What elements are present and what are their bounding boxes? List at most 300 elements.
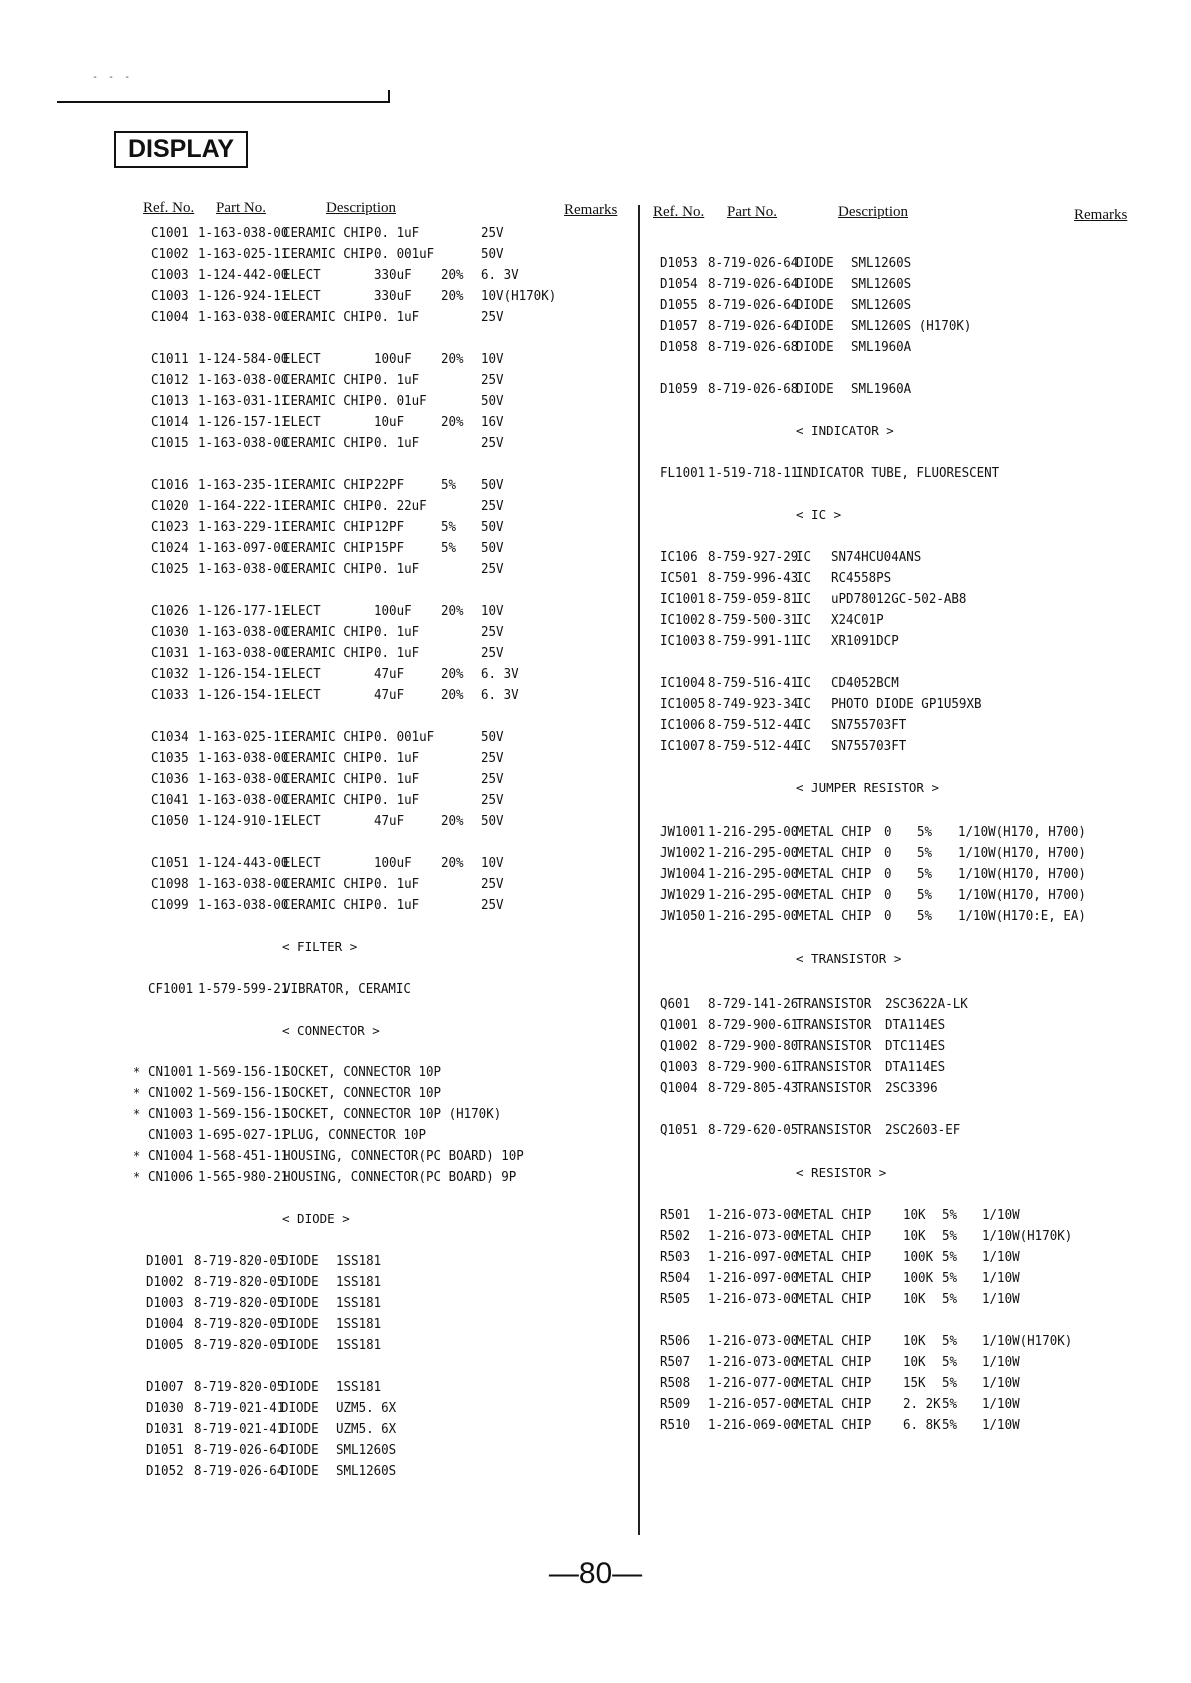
cell-rating: 50V: [481, 245, 504, 262]
cell-ref: D1057: [660, 317, 698, 334]
cell-desc: METAL CHIP: [796, 1416, 872, 1433]
cell-tol: 20%: [441, 665, 464, 682]
cell-value: 0. 001uF: [374, 728, 435, 745]
cell-part: 1-569-156-11: [198, 1084, 289, 1101]
cell-part: 1-164-222-11: [198, 497, 289, 514]
category-indicator: < INDICATOR >: [796, 423, 894, 438]
cell-desc: DIODE: [281, 1420, 319, 1437]
cell-ref: R504: [660, 1269, 691, 1286]
cell-value: SML1960A: [851, 338, 912, 355]
cell-rating: 1/10W(H170, H700): [958, 886, 1086, 903]
cell-value: 10K: [903, 1332, 926, 1349]
cell-value: 0: [884, 886, 892, 903]
cell-desc: CERAMIC CHIP: [283, 224, 374, 241]
cell-ref: D1030: [146, 1399, 184, 1416]
cell-part: 8-719-026-64: [194, 1441, 285, 1458]
cell-part: 8-719-820-05: [194, 1315, 285, 1332]
cell-ref: C1001: [151, 224, 189, 241]
cell-rating: 1/10W: [982, 1374, 1020, 1391]
cell-part: 1-216-295-00: [708, 823, 799, 840]
cell-desc: IC: [796, 737, 812, 754]
header-remarks-right: Remarks: [1074, 207, 1128, 223]
cell-rating: 25V: [481, 875, 504, 892]
cell-value: 1SS181: [336, 1315, 382, 1332]
cell-desc: CERAMIC CHIP: [283, 539, 374, 556]
cell-desc: CERAMIC CHIP: [283, 896, 374, 913]
cell-value: X24C01P: [831, 611, 884, 628]
cell-value: RC4558PS: [831, 569, 892, 586]
cell-desc: DIODE: [796, 254, 834, 271]
safety-star-mark: *: [133, 1086, 141, 1100]
cell-part: 1-695-027-11: [198, 1126, 289, 1143]
cell-desc: DIODE: [281, 1273, 319, 1290]
cell-desc: IC: [796, 632, 812, 649]
cell-value: 0. 01uF: [374, 392, 427, 409]
cell-ref: JW1004: [660, 865, 706, 882]
cell-desc: CERAMIC CHIP: [283, 308, 374, 325]
cell-tol: 5%: [942, 1206, 958, 1223]
cell-value: 0: [884, 844, 892, 861]
cell-value: SML1260S: [851, 254, 912, 271]
cell-ref: C1002: [151, 245, 189, 262]
cell-desc: CERAMIC CHIP: [283, 623, 374, 640]
cell-rating: 50V: [481, 392, 504, 409]
cell-ref: CN1003: [148, 1126, 194, 1143]
cell-value: 6. 8K: [903, 1416, 941, 1433]
cell-value: 0: [884, 823, 892, 840]
cell-tol: 5%: [942, 1374, 958, 1391]
cell-value: 2SC3396: [885, 1079, 938, 1096]
cell-rating: 1/10W: [982, 1416, 1020, 1433]
cell-rating: 50V: [481, 728, 504, 745]
cell-ref: C1024: [151, 539, 189, 556]
cell-part: 8-719-820-05: [194, 1252, 285, 1269]
cell-desc: CERAMIC CHIP: [283, 728, 374, 745]
cell-part: 1-163-038-00: [198, 308, 289, 325]
cell-desc: IC: [796, 548, 812, 565]
cell-desc: PLUG, CONNECTOR 10P: [283, 1126, 426, 1143]
cell-part: 1-126-177-11: [198, 602, 289, 619]
cell-ref: C1050: [151, 812, 189, 829]
cell-desc: METAL CHIP: [796, 1248, 872, 1265]
cell-part: 8-759-991-11: [708, 632, 799, 649]
cell-ref: C1032: [151, 665, 189, 682]
cell-part: 8-719-820-05: [194, 1273, 285, 1290]
cell-ref: R508: [660, 1374, 691, 1391]
cell-desc: CERAMIC CHIP: [283, 476, 374, 493]
cell-part: 1-216-073-00: [708, 1290, 799, 1307]
cell-tol: 20%: [441, 854, 464, 871]
cell-ref: C1034: [151, 728, 189, 745]
cell-part: 1-216-295-00: [708, 844, 799, 861]
cell-desc: CERAMIC CHIP: [283, 875, 374, 892]
cell-desc: TRANSISTOR: [796, 1016, 872, 1033]
cell-value: 0. 1uF: [374, 791, 420, 808]
cell-ref: R505: [660, 1290, 691, 1307]
page-number: —80—: [548, 1557, 643, 1590]
cell-ref: CF1001: [148, 980, 194, 997]
cell-value: DTA114ES: [885, 1058, 946, 1075]
cell-part: 1-163-025-11: [198, 245, 289, 262]
cell-rating: 1/10W(H170K): [982, 1227, 1073, 1244]
cell-tol: 5%: [942, 1332, 958, 1349]
cell-ref: IC106: [660, 548, 698, 565]
cell-tol: 20%: [441, 350, 464, 367]
cell-ref: C1033: [151, 686, 189, 703]
cell-desc: METAL CHIP: [796, 1395, 872, 1412]
cell-part: 8-729-620-05: [708, 1121, 799, 1138]
cell-desc: IC: [796, 611, 812, 628]
cell-value: XR1091DCP: [831, 632, 899, 649]
cell-ref: R502: [660, 1227, 691, 1244]
cell-part: 1-216-097-00: [708, 1269, 799, 1286]
cell-ref: D1058: [660, 338, 698, 355]
cell-ref: R507: [660, 1353, 691, 1370]
category-transistor: < TRANSISTOR >: [796, 951, 902, 966]
cell-value: DTC114ES: [885, 1037, 946, 1054]
cell-rating: 16V: [481, 413, 504, 430]
cell-rating: 6. 3V: [481, 266, 519, 283]
cell-part: 1-163-038-00: [198, 896, 289, 913]
cell-ref: IC1004: [660, 674, 706, 691]
cell-ref: IC501: [660, 569, 698, 586]
cell-ref: C1030: [151, 623, 189, 640]
cell-part: 8-759-512-44: [708, 716, 799, 733]
cell-tol: 5%: [917, 865, 933, 882]
cell-ref: D1059: [660, 380, 698, 397]
category-connector: < CONNECTOR >: [282, 1023, 380, 1038]
cell-value: 1SS181: [336, 1252, 382, 1269]
cell-ref: D1055: [660, 296, 698, 313]
cell-value: 0. 1uF: [374, 644, 420, 661]
cell-tol: 5%: [917, 886, 933, 903]
cell-value: 0: [884, 907, 892, 924]
cell-rating: 25V: [481, 497, 504, 514]
cell-part: 8-719-026-68: [708, 338, 799, 355]
cell-part: 8-719-026-64: [708, 317, 799, 334]
header-part-no: Part No.: [216, 200, 266, 216]
cell-part: 1-163-038-00: [198, 749, 289, 766]
cell-ref: R509: [660, 1395, 691, 1412]
cell-desc: DIODE: [281, 1336, 319, 1353]
cell-part: 1-163-038-00: [198, 560, 289, 577]
cell-desc: METAL CHIP: [796, 1290, 872, 1307]
cell-value: 10K: [903, 1206, 926, 1223]
category-ic: < IC >: [796, 507, 842, 522]
cell-ref: CN1006: [148, 1168, 194, 1185]
cell-part: 1-216-097-00: [708, 1248, 799, 1265]
safety-star-mark: *: [133, 1065, 141, 1079]
cell-ref: IC1001: [660, 590, 706, 607]
cell-part: 1-519-718-11: [708, 464, 799, 481]
cell-desc: DIODE: [281, 1462, 319, 1479]
cell-desc: CERAMIC CHIP: [283, 371, 374, 388]
cell-rating: 1/10W(H170, H700): [958, 844, 1086, 861]
cell-value: UZM5. 6X: [336, 1399, 397, 1416]
cell-ref: C1011: [151, 350, 189, 367]
cell-desc: CERAMIC CHIP: [283, 791, 374, 808]
cell-desc: CERAMIC CHIP: [283, 434, 374, 451]
cell-desc: CERAMIC CHIP: [283, 770, 374, 787]
cell-part: 1-163-038-00: [198, 770, 289, 787]
cell-part: 8-719-021-41: [194, 1420, 285, 1437]
cell-part: 8-759-512-44: [708, 737, 799, 754]
cell-ref: Q1002: [660, 1037, 698, 1054]
cell-part: 1-163-038-00: [198, 791, 289, 808]
cell-ref: D1003: [146, 1294, 184, 1311]
safety-star-mark: *: [133, 1149, 141, 1163]
cell-desc: ELECT: [283, 686, 321, 703]
cell-ref: C1020: [151, 497, 189, 514]
cell-value: 0. 001uF: [374, 245, 435, 262]
cell-ref: CN1002: [148, 1084, 194, 1101]
cell-rating: 10V: [481, 350, 504, 367]
cell-part: 8-759-996-43: [708, 569, 799, 586]
cell-value: UZM5. 6X: [336, 1420, 397, 1437]
cell-rating: 1/10W: [982, 1353, 1020, 1370]
cell-desc: METAL CHIP: [796, 1374, 872, 1391]
cell-desc: HOUSING, CONNECTOR(PC BOARD) 10P: [283, 1147, 524, 1164]
cell-ref: C1099: [151, 896, 189, 913]
cell-tol: 20%: [441, 812, 464, 829]
cell-desc: DIODE: [281, 1378, 319, 1395]
cell-desc: INDICATOR TUBE, FLUORESCENT: [796, 464, 1000, 481]
cell-ref: C1025: [151, 560, 189, 577]
cell-ref: R510: [660, 1416, 691, 1433]
cell-value: CD4052BCM: [831, 674, 899, 691]
cell-desc: DIODE: [796, 275, 834, 292]
cell-rating: 25V: [481, 560, 504, 577]
cell-ref: C1004: [151, 308, 189, 325]
cell-rating: 25V: [481, 791, 504, 808]
cell-value: 0: [884, 865, 892, 882]
cell-desc: DIODE: [796, 317, 834, 334]
cell-rating: 25V: [481, 770, 504, 787]
cell-rating: 1/10W: [982, 1395, 1020, 1412]
cell-value: 2. 2K: [903, 1395, 941, 1412]
cell-value: 10K: [903, 1353, 926, 1370]
cell-value: 0. 1uF: [374, 875, 420, 892]
cell-ref: IC1002: [660, 611, 706, 628]
header-description: Description: [326, 200, 396, 216]
cell-desc: DIODE: [281, 1315, 319, 1332]
cell-part: 1-579-599-21: [198, 980, 289, 997]
cell-desc: TRANSISTOR: [796, 1121, 872, 1138]
cell-rating: 1/10W: [982, 1206, 1020, 1223]
cell-value: 0. 1uF: [374, 224, 420, 241]
cell-desc: SOCKET, CONNECTOR 10P: [283, 1063, 442, 1080]
cell-part: 8-759-059-81: [708, 590, 799, 607]
cell-value: SN755703FT: [831, 737, 907, 754]
cell-ref: JW1002: [660, 844, 706, 861]
cell-rating: 1/10W: [982, 1248, 1020, 1265]
cell-ref: CN1001: [148, 1063, 194, 1080]
cell-desc: IC: [796, 716, 812, 733]
cell-part: 8-729-900-61: [708, 1016, 799, 1033]
cell-desc: TRANSISTOR: [796, 995, 872, 1012]
cell-value: 1SS181: [336, 1294, 382, 1311]
cell-value: 100K: [903, 1269, 934, 1286]
cell-part: 1-163-097-00: [198, 539, 289, 556]
cell-ref: D1054: [660, 275, 698, 292]
cell-value: 1SS181: [336, 1336, 382, 1353]
cell-value: SML1260S (H170K): [851, 317, 972, 334]
cell-tol: 20%: [441, 287, 464, 304]
cell-value: 0. 1uF: [374, 623, 420, 640]
cell-ref: C1012: [151, 371, 189, 388]
cell-part: 1-163-025-11: [198, 728, 289, 745]
cell-desc: SOCKET, CONNECTOR 10P (H170K): [283, 1105, 502, 1122]
cell-part: 8-759-500-31: [708, 611, 799, 628]
cell-part: 8-719-026-64: [708, 275, 799, 292]
cell-desc: METAL CHIP: [796, 1332, 872, 1349]
header-remarks: Remarks: [564, 202, 618, 218]
cell-desc: ELECT: [283, 266, 321, 283]
cell-tol: 5%: [441, 539, 457, 556]
cell-part: 8-719-820-05: [194, 1378, 285, 1395]
cell-desc: CERAMIC CHIP: [283, 749, 374, 766]
section-title: DISPLAY: [114, 131, 248, 168]
cell-desc: DIODE: [281, 1294, 319, 1311]
cell-rating: 25V: [481, 644, 504, 661]
cell-value: SML1260S: [336, 1462, 397, 1479]
cell-part: 1-216-295-00: [708, 865, 799, 882]
cell-value: DTA114ES: [885, 1016, 946, 1033]
cell-ref: D1007: [146, 1378, 184, 1395]
cell-rating: 50V: [481, 476, 504, 493]
cell-value: 330uF: [374, 266, 412, 283]
cell-ref: Q1051: [660, 1121, 698, 1138]
cell-value: SML1260S: [336, 1441, 397, 1458]
cell-desc: IC: [796, 590, 812, 607]
cell-value: 0. 1uF: [374, 770, 420, 787]
cell-tol: 5%: [441, 518, 457, 535]
cell-ref: JW1050: [660, 907, 706, 924]
cell-tol: 5%: [917, 907, 933, 924]
cell-part: 1-124-442-00: [198, 266, 289, 283]
cell-ref: D1002: [146, 1273, 184, 1290]
cell-part: 8-749-923-34: [708, 695, 799, 712]
cell-desc: METAL CHIP: [796, 886, 872, 903]
cell-ref: C1014: [151, 413, 189, 430]
cell-ref: IC1006: [660, 716, 706, 733]
cell-desc: CERAMIC CHIP: [283, 560, 374, 577]
cell-desc: ELECT: [283, 350, 321, 367]
cell-value: 100uF: [374, 602, 412, 619]
cell-desc: METAL CHIP: [796, 823, 872, 840]
cell-value: 10uF: [374, 413, 405, 430]
cell-part: 1-126-154-11: [198, 686, 289, 703]
cell-desc: TRANSISTOR: [796, 1037, 872, 1054]
cell-part: 8-729-141-26: [708, 995, 799, 1012]
cell-desc: CERAMIC CHIP: [283, 392, 374, 409]
cell-value: PHOTO DIODE GP1U59XB: [831, 695, 982, 712]
cell-ref: D1051: [146, 1441, 184, 1458]
cell-ref: R506: [660, 1332, 691, 1349]
cell-rating: 25V: [481, 623, 504, 640]
cell-part: 8-719-021-41: [194, 1399, 285, 1416]
cell-value: 1SS181: [336, 1378, 382, 1395]
cell-value: 100K: [903, 1248, 934, 1265]
cell-ref: Q1003: [660, 1058, 698, 1075]
cell-part: 1-216-295-00: [708, 907, 799, 924]
cell-part: 1-126-154-11: [198, 665, 289, 682]
cell-ref: C1051: [151, 854, 189, 871]
cell-tol: 5%: [942, 1416, 958, 1433]
cell-tol: 5%: [942, 1395, 958, 1412]
cell-value: 100uF: [374, 350, 412, 367]
cell-part: 8-719-026-64: [708, 296, 799, 313]
cell-part: 1-163-038-00: [198, 434, 289, 451]
cell-value: 1SS181: [336, 1273, 382, 1290]
cell-desc: ELECT: [283, 413, 321, 430]
cell-desc: DIODE: [281, 1252, 319, 1269]
cell-desc: DIODE: [796, 338, 834, 355]
cell-part: 8-759-927-29: [708, 548, 799, 565]
cell-part: 1-569-156-11: [198, 1105, 289, 1122]
cell-rating: 6. 3V: [481, 665, 519, 682]
cell-part: 1-124-910-11: [198, 812, 289, 829]
cell-desc: METAL CHIP: [796, 1227, 872, 1244]
cell-part: 1-216-073-00: [708, 1353, 799, 1370]
top-rule: [57, 101, 390, 103]
category-filter: < FILTER >: [282, 939, 358, 954]
cell-ref: D1001: [146, 1252, 184, 1269]
cell-value: 12PF: [374, 518, 405, 535]
cell-ref: Q1001: [660, 1016, 698, 1033]
cell-part: 1-163-038-00: [198, 224, 289, 241]
cell-part: 8-719-026-64: [708, 254, 799, 271]
cell-value: 0. 1uF: [374, 896, 420, 913]
cell-ref: C1031: [151, 644, 189, 661]
cell-rating: 6. 3V: [481, 686, 519, 703]
cell-ref: Q1004: [660, 1079, 698, 1096]
cell-part: 8-719-820-05: [194, 1294, 285, 1311]
header-part-no-right: Part No.: [727, 204, 777, 220]
cell-value: 2SC2603-EF: [885, 1121, 961, 1138]
cell-desc: METAL CHIP: [796, 1353, 872, 1370]
cell-part: 1-163-229-11: [198, 518, 289, 535]
cell-value: 47uF: [374, 686, 405, 703]
cell-ref: C1026: [151, 602, 189, 619]
cell-tol: 5%: [917, 823, 933, 840]
cell-ref: D1052: [146, 1462, 184, 1479]
cell-value: SML1260S: [851, 296, 912, 313]
cell-value: 0. 1uF: [374, 308, 420, 325]
cell-desc: ELECT: [283, 287, 321, 304]
cell-desc: DIODE: [796, 380, 834, 397]
cell-rating: 25V: [481, 434, 504, 451]
cell-rating: 1/10W: [982, 1269, 1020, 1286]
cell-part: 8-719-026-64: [194, 1462, 285, 1479]
cell-value: 15K: [903, 1374, 926, 1391]
cell-part: 1-163-038-00: [198, 644, 289, 661]
cell-desc: METAL CHIP: [796, 865, 872, 882]
cell-tol: 20%: [441, 413, 464, 430]
cell-value: 0. 1uF: [374, 560, 420, 577]
cell-desc: VIBRATOR, CERAMIC: [283, 980, 411, 997]
cell-value: 22PF: [374, 476, 405, 493]
cell-ref: IC1005: [660, 695, 706, 712]
cell-tol: 20%: [441, 266, 464, 283]
cell-rating: 25V: [481, 308, 504, 325]
cell-desc: CERAMIC CHIP: [283, 497, 374, 514]
cell-rating: 50V: [481, 518, 504, 535]
cell-part: 1-124-443-00: [198, 854, 289, 871]
header-ref-no-right: Ref. No.: [653, 204, 705, 220]
cell-part: 1-565-980-21: [198, 1168, 289, 1185]
cell-desc: DIODE: [281, 1399, 319, 1416]
